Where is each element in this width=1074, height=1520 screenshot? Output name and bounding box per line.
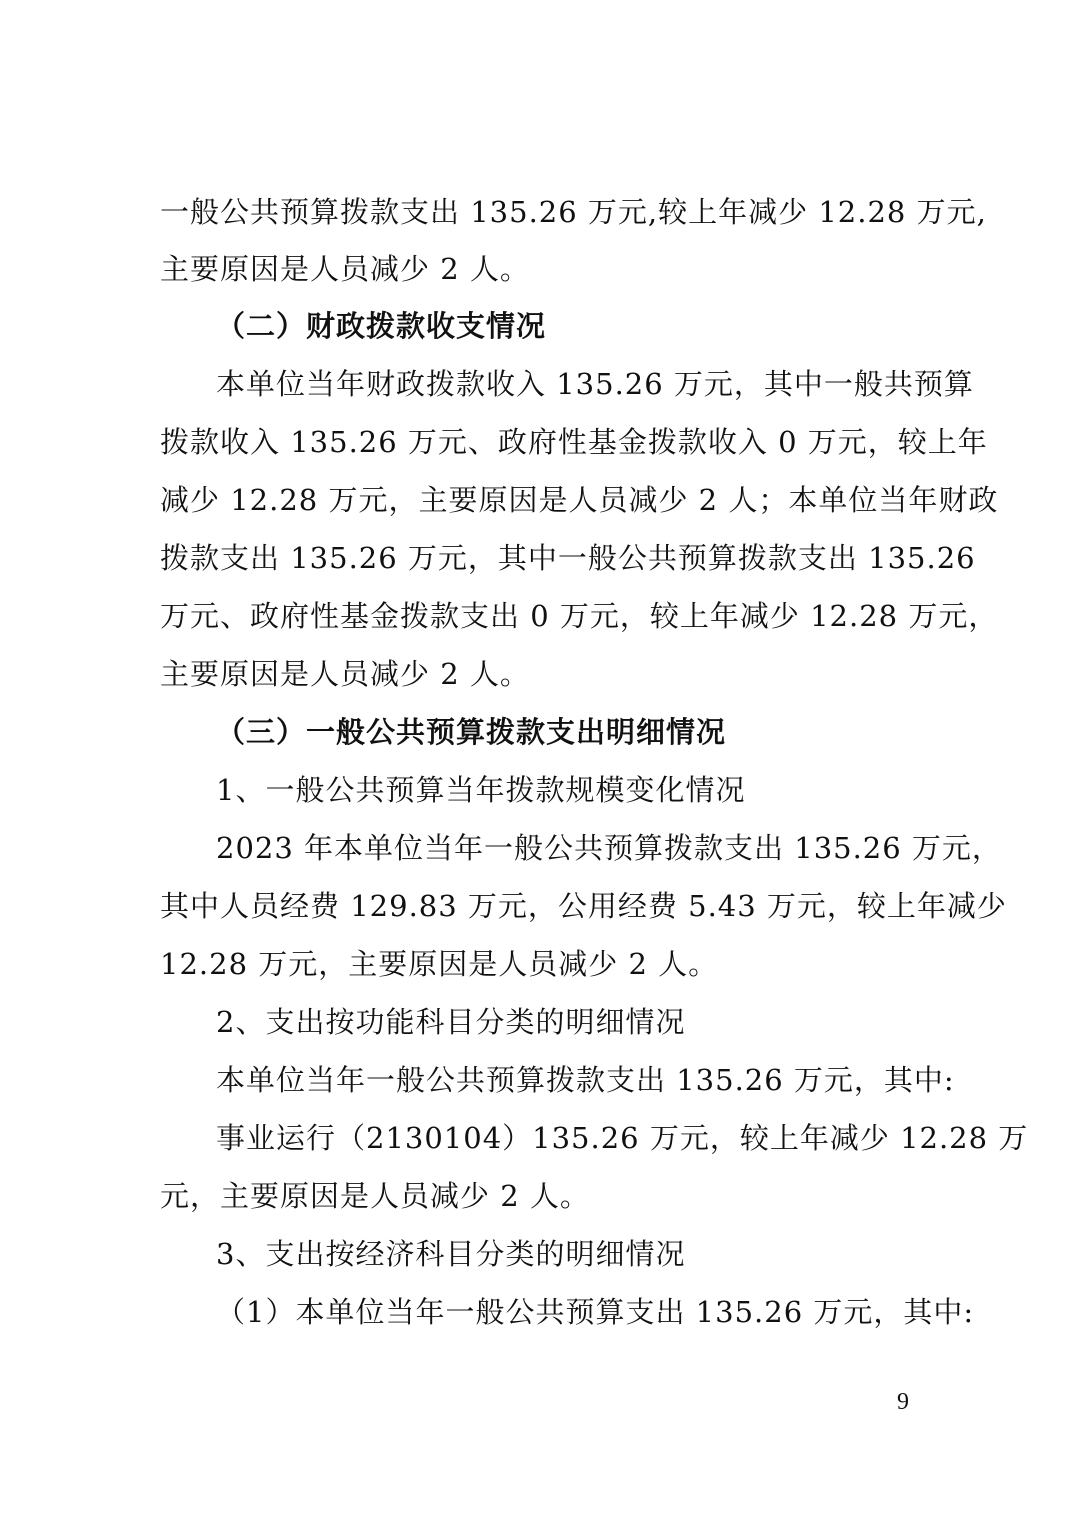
paragraph-line: 2023 年本单位当年一般公共预算拨款支出 135.26 万元， bbox=[216, 831, 1002, 865]
paragraph-line: 事业运行（2130104）135.26 万元，较上年减少 12.28 万 bbox=[216, 1121, 1029, 1155]
paragraph-line: 元，主要原因是人员减少 2 人。 bbox=[160, 1179, 590, 1213]
paragraph-line: 拨款支出 135.26 万元，其中一般公共预算拨款支出 135.26 bbox=[160, 541, 976, 575]
paragraph-line: 其中人员经费 129.83 万元，公用经费 5.43 万元，较上年减少 bbox=[160, 889, 1007, 923]
paragraph-line: 12.28 万元，主要原因是人员减少 2 人。 bbox=[160, 947, 719, 981]
paragraph-line: 本单位当年一般公共预算拨款支出 135.26 万元，其中: bbox=[216, 1063, 955, 1097]
section-heading: （二）财政拨款收支情况 bbox=[216, 309, 547, 343]
paragraph-line: 主要原因是人员减少 2 人。 bbox=[160, 657, 530, 691]
paragraph-line: 一般公共预算拨款支出 135.26 万元,较上年减少 12.28 万元, bbox=[160, 195, 987, 229]
paragraph-line: 本单位当年财政拨款收入 135.26 万元，其中一般共预算 bbox=[216, 367, 974, 401]
paragraph-line: 拨款收入 135.26 万元、政府性基金拨款收入 0 万元，较上年 bbox=[160, 425, 988, 459]
subsection-heading: 3、支出按经济科目分类的明细情况 bbox=[216, 1237, 686, 1271]
page-number: 9 bbox=[897, 1389, 909, 1415]
paragraph-line: （1）本单位当年一般公共预算支出 135.26 万元，其中: bbox=[216, 1295, 975, 1329]
subsection-heading: 1、一般公共预算当年拨款规模变化情况 bbox=[216, 773, 746, 807]
paragraph-line: 万元、政府性基金拨款支出 0 万元，较上年减少 12.28 万元， bbox=[160, 599, 999, 633]
paragraph-line: 减少 12.28 万元，主要原因是人员减少 2 人；本单位当年财政 bbox=[160, 483, 999, 517]
subsection-heading: 2、支出按功能科目分类的明细情况 bbox=[216, 1005, 686, 1039]
paragraph-line: 主要原因是人员减少 2 人。 bbox=[160, 252, 530, 286]
section-heading: （三）一般公共预算拨款支出明细情况 bbox=[216, 715, 727, 749]
